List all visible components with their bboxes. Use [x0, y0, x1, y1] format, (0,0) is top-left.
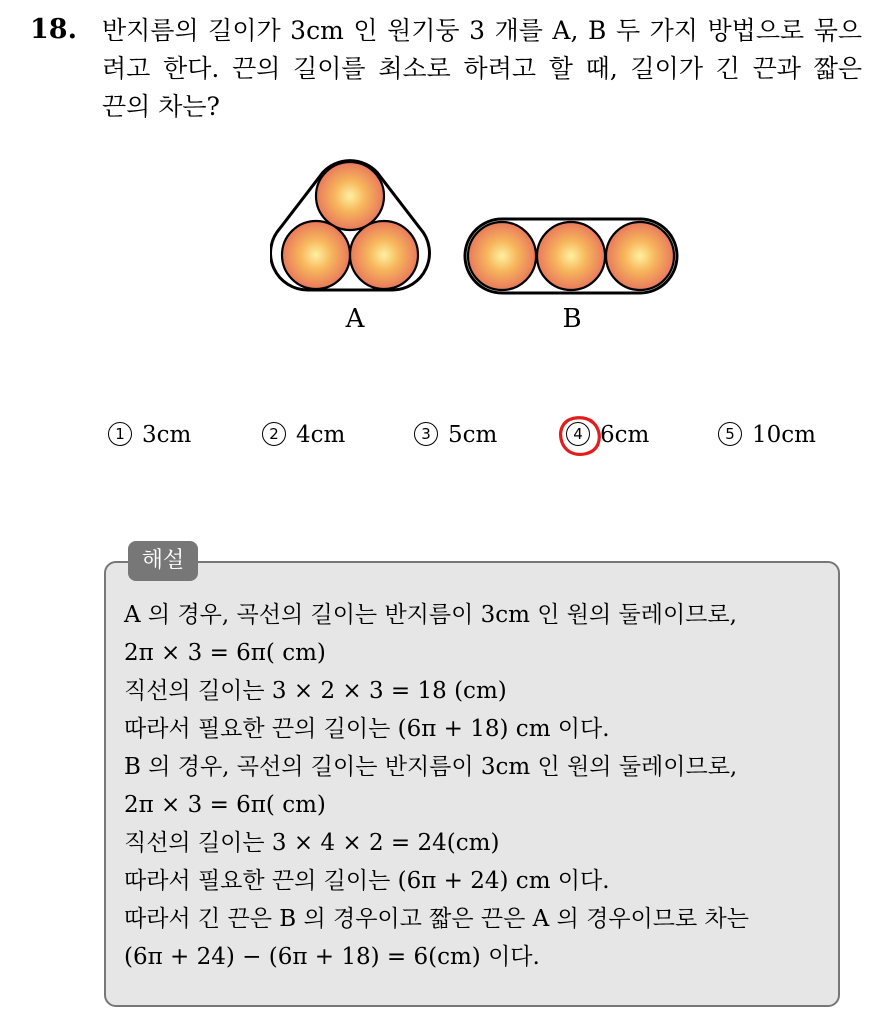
choice-label: 10cm — [752, 422, 816, 448]
question-line: 반지름의 길이가 3cm 인 원기둥 3 개를 A, B 두 가지 방법으로 묶으 — [102, 16, 862, 45]
choice-2[interactable] — [262, 422, 345, 448]
question-text — [102, 12, 862, 126]
cylinder-b-right — [606, 222, 674, 290]
solution-line: 따라서 필요한 끈의 길이는 (6π + 24) cm 이다. — [124, 868, 610, 894]
choice-number: 4 — [566, 422, 590, 446]
solution-text — [124, 596, 824, 976]
solution-line: B 의 경우, 곡선의 길이는 반지름이 3cm 인 원의 둘레이므로, — [124, 754, 738, 780]
answer-choices — [108, 422, 828, 462]
solution-line: (6π + 24) − (6π + 18) = 6(cm) 이다. — [124, 944, 540, 970]
cylinder-b-middle — [537, 222, 605, 290]
choice-label: 4cm — [296, 422, 346, 448]
solution-tag: 해설 — [128, 541, 198, 581]
solution-line: 2π × 3 = 6π( cm) — [124, 640, 326, 666]
solution-line: 따라서 긴 끈은 B 의 경우이고 짧은 끈은 A 의 경우이므로 차는 — [124, 906, 749, 932]
choice-1[interactable] — [108, 422, 191, 448]
question-number: 18. — [30, 14, 77, 45]
choice-number: 2 — [262, 422, 286, 446]
choice-number: 3 — [414, 422, 438, 446]
cylinder-a-left — [282, 221, 350, 289]
solution-line: 2π × 3 = 6π( cm) — [124, 792, 326, 818]
cylinder-a-right — [350, 221, 418, 289]
choice-4[interactable] — [566, 422, 649, 448]
cylinder-a-top — [316, 162, 384, 230]
solution-line: 직선의 길이는 3 × 2 × 3 = 18 (cm) — [124, 678, 507, 704]
bundle-a — [271, 155, 432, 334]
cylinder-bundle-figure — [270, 150, 690, 340]
solution-line: 따라서 필요한 끈의 길이는 (6π + 18) cm 이다. — [124, 716, 610, 742]
bundle-b — [465, 219, 677, 334]
label-b: B — [562, 304, 582, 334]
solution-line: 직선의 길이는 3 × 4 × 2 = 24(cm) — [124, 830, 500, 856]
choice-label: 5cm — [448, 422, 498, 448]
cylinder-b-left — [468, 222, 536, 290]
choice-3[interactable] — [414, 422, 497, 448]
choice-5[interactable] — [718, 422, 816, 448]
question-line: 려고 한다. 끈의 길이를 최소로 하려고 할 때, 길이가 긴 끈과 짧은 — [102, 54, 862, 83]
choice-number: 5 — [718, 422, 742, 446]
choice-label: 6cm — [600, 422, 650, 448]
choice-number: 1 — [108, 422, 132, 446]
solution-line: A 의 경우, 곡선의 길이는 반지름이 3cm 인 원의 둘레이므로, — [124, 602, 737, 628]
choice-label: 3cm — [142, 422, 192, 448]
label-a: A — [345, 304, 365, 334]
question-line: 끈의 차는? — [102, 92, 220, 121]
